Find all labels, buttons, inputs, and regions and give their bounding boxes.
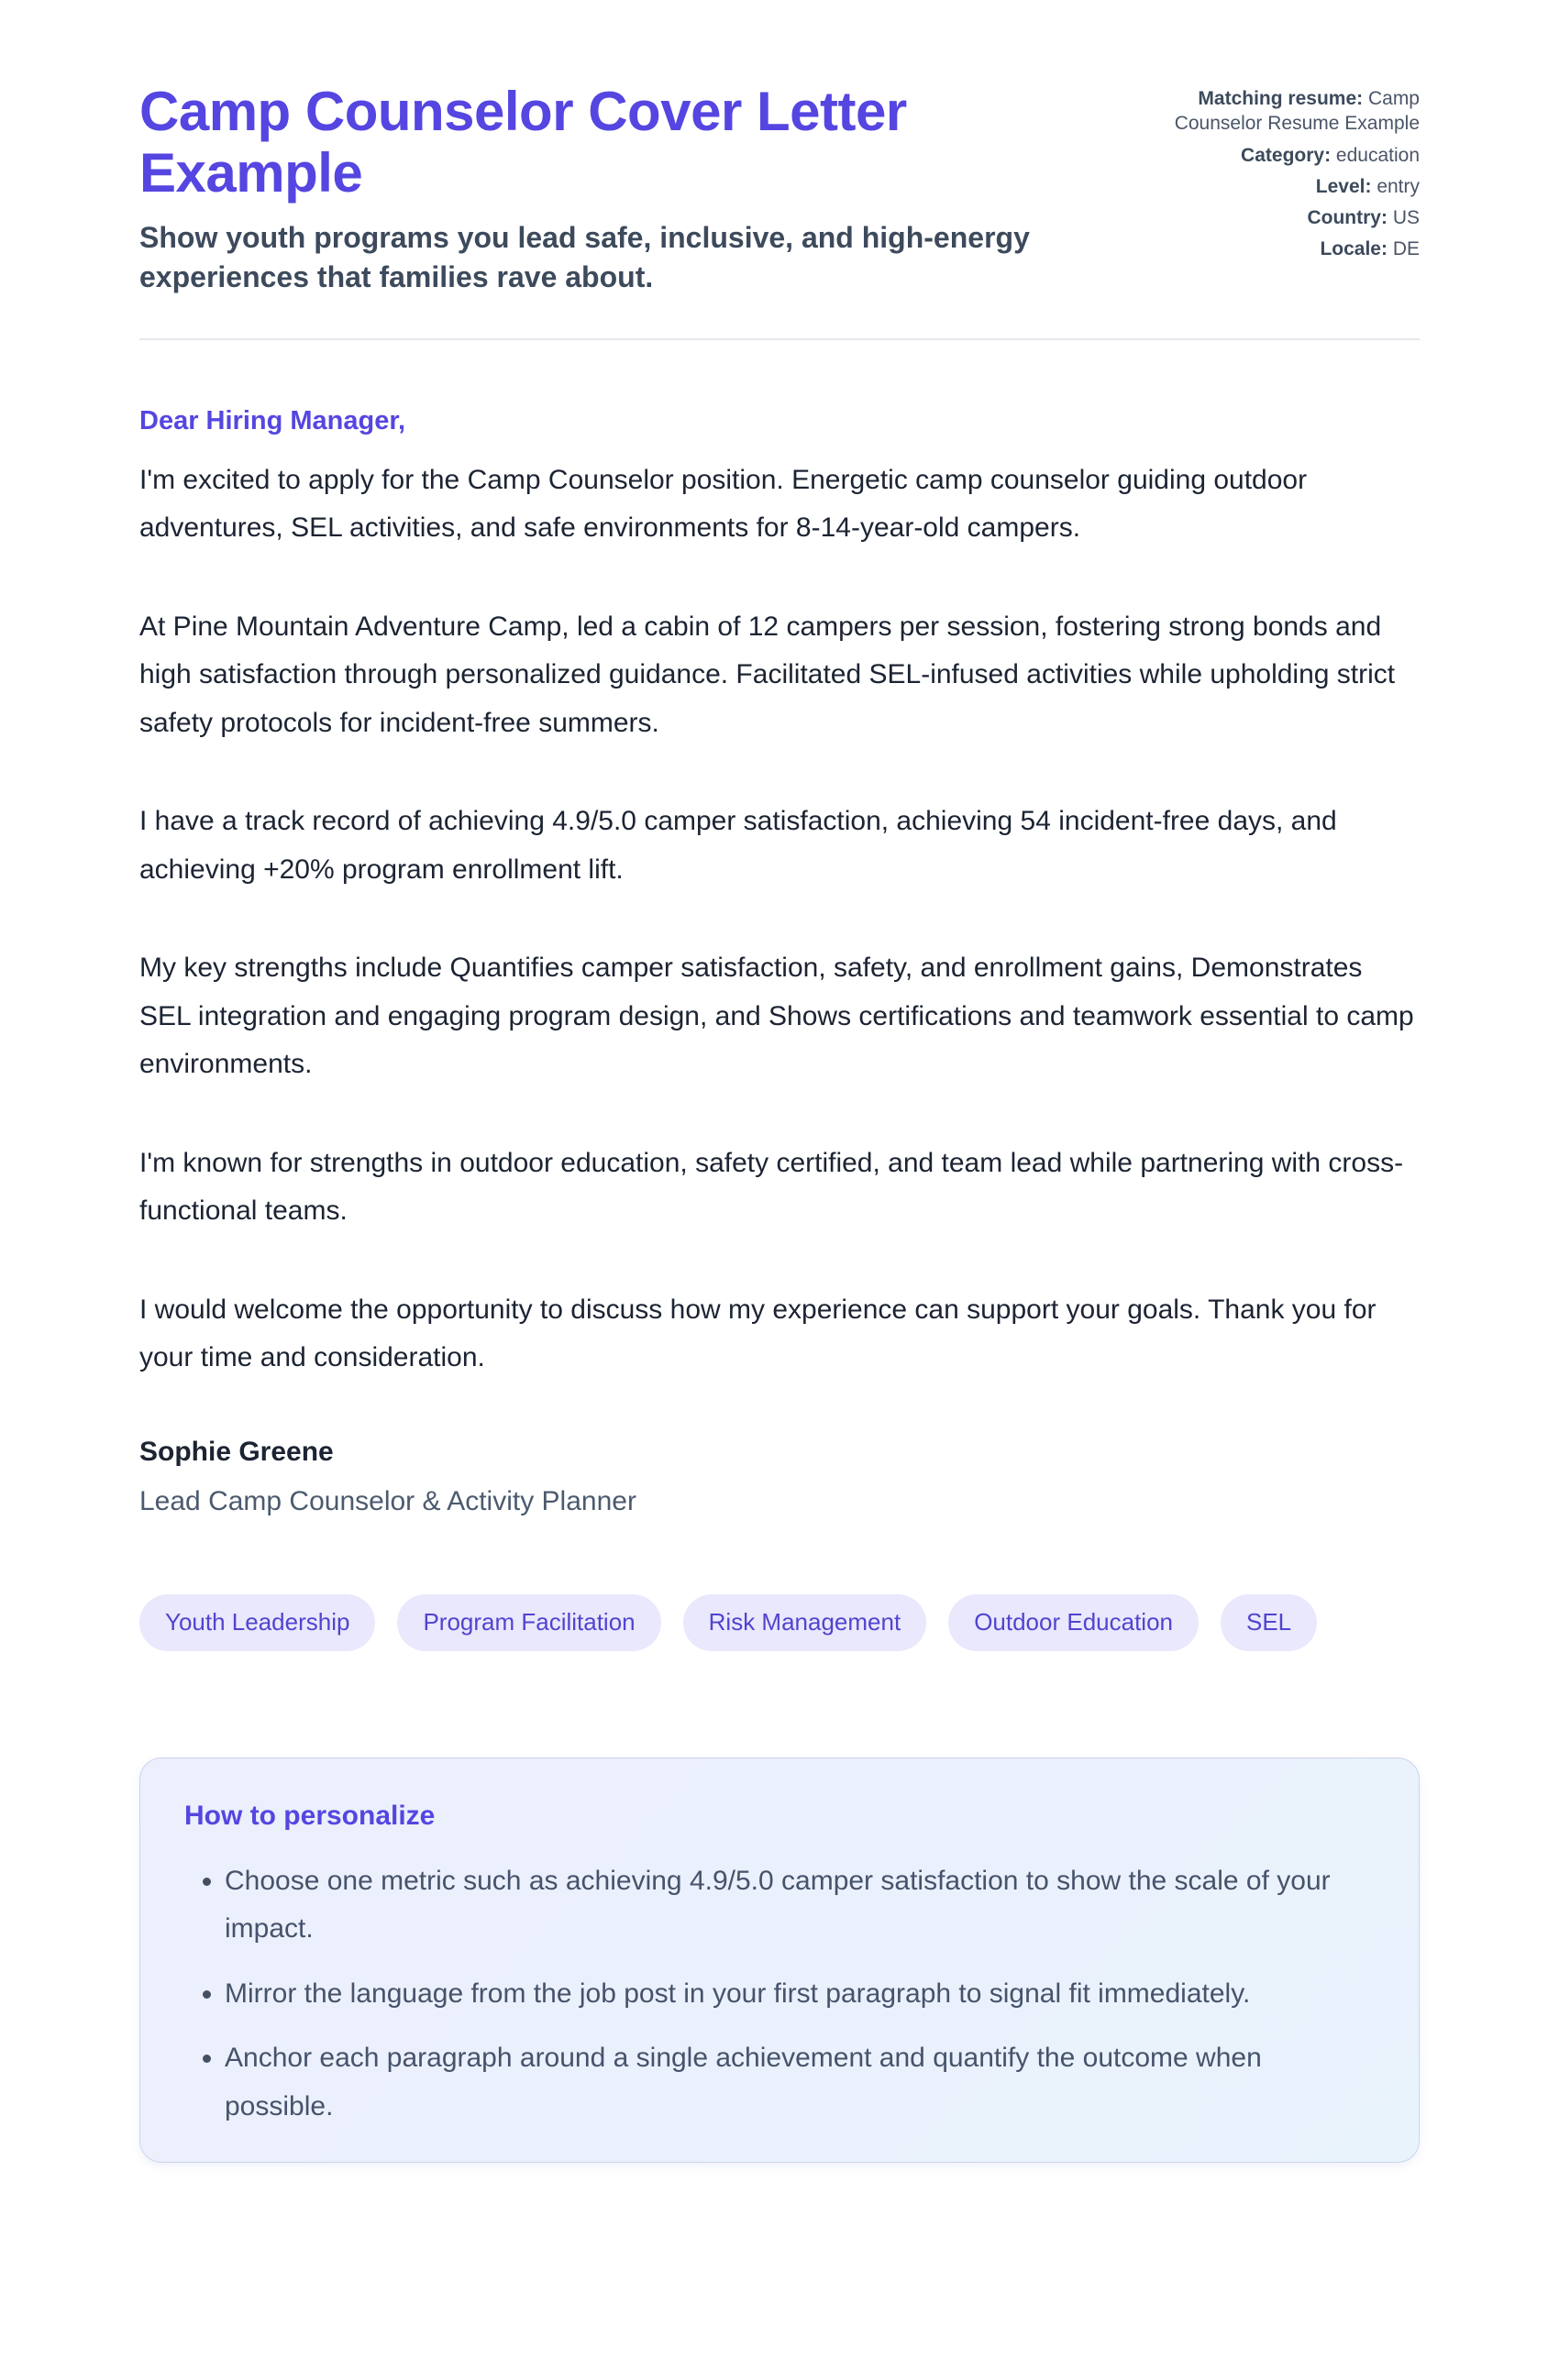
page-subtitle: Show youth programs you lead safe, inclusive, and high-energy experiences that families rave about. bbox=[139, 221, 1030, 293]
page bbox=[139, 0, 1420, 2163]
meta-item bbox=[1172, 205, 1420, 230]
personalize-bullet: • Mirror the language from the job post in your first paragraph to signal fit immediately. bbox=[225, 1970, 1375, 2019]
meta-value: Camp Counselor Resume Example bbox=[1174, 88, 1420, 135]
title-block bbox=[139, 81, 1047, 296]
personalize-card bbox=[139, 1757, 1420, 2164]
skill-tags bbox=[139, 1594, 1420, 1651]
personalize-heading: How to personalize bbox=[184, 1800, 436, 1831]
greeting: Dear Hiring Manager, bbox=[139, 405, 406, 435]
skill-tag: Youth Leadership bbox=[139, 1594, 375, 1651]
letter-paragraph: I'm known for strengths in outdoor education, safety certified, and team lead while partnering with cross-functional teams. bbox=[139, 1147, 1404, 1227]
signature-title: Lead Camp Counselor & Activity Planner bbox=[139, 1485, 636, 1516]
signature-name: Sophie Greene bbox=[139, 1436, 334, 1467]
meta-value: DE bbox=[1392, 238, 1420, 260]
meta-label: Category: bbox=[1241, 144, 1332, 166]
header bbox=[139, 81, 1420, 296]
skill-tag: Risk Management bbox=[683, 1594, 927, 1651]
meta-item bbox=[1172, 86, 1420, 137]
skill-tag: Outdoor Education bbox=[948, 1594, 1199, 1651]
letter-paragraph: I have a track record of achieving 4.9/5.0 camper satisfaction, achieving 54 incident-free days, and achieving +20% program enrollment lift. bbox=[139, 806, 1337, 885]
skill-tag: SEL bbox=[1221, 1594, 1317, 1651]
meta-value: US bbox=[1392, 207, 1420, 229]
personalize-list bbox=[184, 1857, 1375, 2132]
personalize-bullet: • Choose one metric such as achieving 4.9/5.0 camper satisfaction to show the scale of your impact. bbox=[225, 1857, 1375, 1954]
letter-paragraph: I'm excited to apply for the Camp Counselor position. Energetic camp counselor guiding outdoor adventures, SEL activities, and safe environments for 8-14-year-old campers. bbox=[139, 464, 1308, 544]
personalize-bullet: • Anchor each paragraph around a single achievement and quantify the outcome when possible. bbox=[225, 2034, 1375, 2131]
cover-letter-body bbox=[139, 406, 1420, 1521]
letter-paragraphs bbox=[139, 457, 1420, 1383]
skill-tag: Program Facilitation bbox=[397, 1594, 660, 1651]
meta-value: entry bbox=[1377, 175, 1420, 197]
meta-item bbox=[1172, 237, 1420, 261]
letter-paragraph: I would welcome the opportunity to discuss how my experience can support your goals. Thank you for your time and consideration. bbox=[139, 1294, 1377, 1373]
letter-paragraph: At Pine Mountain Adventure Camp, led a cabin of 12 campers per session, fostering strong bonds and high satisfaction through personalized guidance. Facilitated SEL-infused activities while upholding strict safety protocols for incident-free summers. bbox=[139, 611, 1396, 738]
meta-label: Locale: bbox=[1320, 238, 1388, 260]
meta-item bbox=[1172, 174, 1420, 199]
meta-label: Level: bbox=[1315, 175, 1372, 197]
divider bbox=[139, 338, 1420, 340]
meta-block bbox=[1172, 81, 1420, 269]
meta-label: Country: bbox=[1307, 207, 1388, 229]
letter-paragraph: My key strengths include Quantifies camper satisfaction, safety, and enrollment gains, Demonstrates SEL integration and engaging program design, and Shows certifications and teamwork essential to camp environments. bbox=[139, 953, 1414, 1080]
page-title: Camp Counselor Cover Letter Example bbox=[139, 81, 907, 204]
meta-value: education bbox=[1335, 144, 1420, 166]
meta-item bbox=[1172, 143, 1420, 168]
meta-label: Matching resume: bbox=[1198, 88, 1364, 109]
